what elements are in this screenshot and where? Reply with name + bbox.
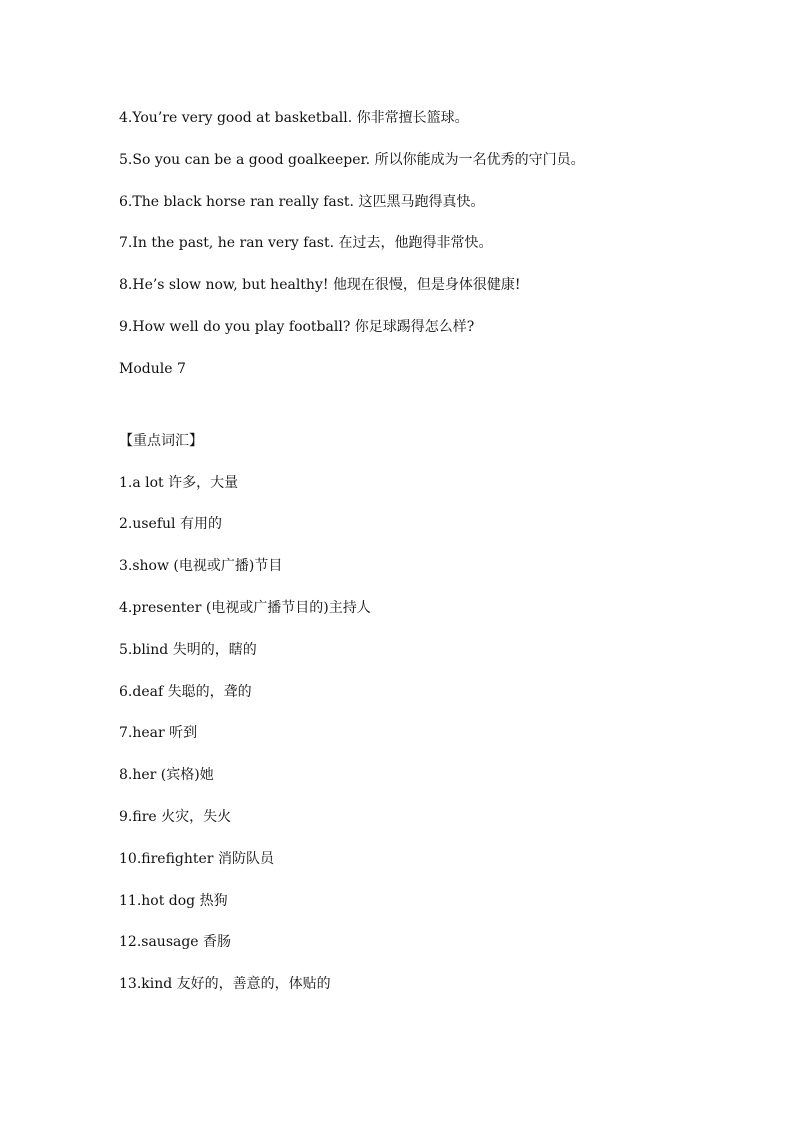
- sentence-line: 7.In the past, he ran very fast. 在过去，他跑得非常快。: [119, 235, 493, 252]
- sentence-line: 9.How well do you play football? 你足球踢得怎么样?: [119, 318, 475, 335]
- sentence-line: 4.You’re very good at basketball. 你非常擅长篮球。: [119, 110, 469, 126]
- vocab-item: 6.deaf 失聪的，聋的: [119, 683, 252, 700]
- sentence-line: 5.So you can be a good goalkeeper. 所以你能成为一名优秀的守门员。: [119, 151, 585, 168]
- vocab-item: 3.show (电视或广播)节目: [119, 558, 283, 575]
- sentence-line: 8.He’s slow now, but healthy! 他现在很慢，但是身体很健康!: [119, 277, 521, 294]
- vocab-heading: 【重点词汇】: [119, 432, 203, 449]
- vocab-item: 1.a lot 许多，大量: [119, 474, 239, 491]
- vocab-item: 2.useful 有用的: [119, 516, 222, 533]
- document-content: [119, 108, 739, 1016]
- sentence-line: 6.The black horse ran really fast. 这匹黑马跑得真快。: [119, 193, 485, 210]
- vocab-item: 7.hear 听到: [119, 725, 198, 742]
- vocab-item: 13.kind 友好的，善意的，体贴的: [119, 976, 331, 993]
- vocab-item: 12.sausage 香肠: [119, 934, 232, 951]
- vocab-item: 10.firefighter 消防队员: [119, 850, 274, 867]
- module-title: Module 7: [119, 360, 186, 377]
- vocab-item: 4.presenter (电视或广播节目的)主持人: [119, 599, 371, 616]
- vocab-item: 8.her (宾格)她: [119, 767, 214, 784]
- vocab-item: 11.hot dog 热狗: [119, 892, 228, 909]
- vocab-item: 5.blind 失明的，瞎的: [119, 641, 257, 658]
- vocab-item: 9.fire 火灾，失火: [119, 808, 232, 825]
